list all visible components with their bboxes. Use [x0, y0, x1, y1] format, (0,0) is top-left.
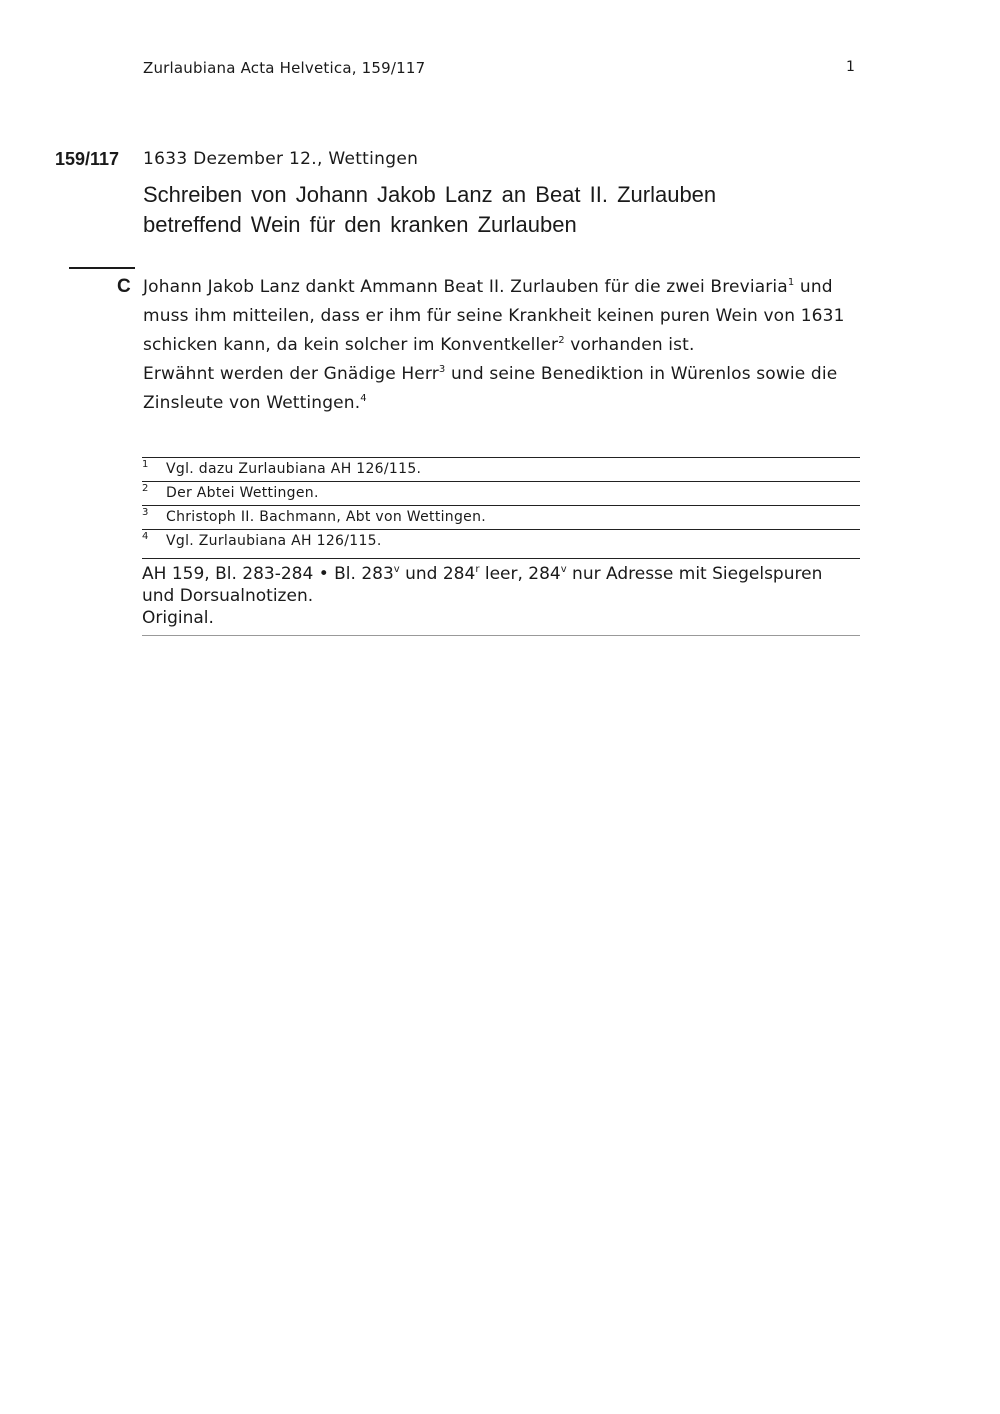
regest-line: muss ihm mitteilen, dass er ihm für seine Krankheit keinen puren Wein von 1631: [143, 306, 845, 326]
running-head: Zurlaubiana Acta Helvetica, 159/117: [143, 59, 426, 77]
document-number: 159/117: [55, 149, 120, 169]
footnote-ref[interactable]: 3: [438, 364, 446, 375]
footnote-mark: 2: [142, 483, 149, 494]
footnote: [142, 457, 860, 481]
document-title-line: Schreiben von Johann Jakob Lanz an Beat II. Zurlauben: [143, 182, 717, 207]
footnote: [142, 529, 860, 559]
regest-label: C: [117, 276, 131, 297]
footnote-text: Christoph II. Bachmann, Abt von Wettingen.: [166, 509, 487, 525]
document-date-place: 1633 Dezember 12., Wettingen: [143, 149, 419, 169]
footnote: [142, 505, 860, 529]
regest-divider: [69, 267, 135, 269]
regest-line: Erwähnt werden der Gnädige Herr$^3$ und seine Benediktion in Würenlos sowie die: [143, 364, 838, 384]
regest-line: Zinsleute von Wettingen.$^4$: [143, 393, 367, 413]
document-title-line: betreffend Wein für den kranken Zurlauben: [143, 212, 577, 237]
source-description: [142, 563, 860, 636]
regest-text: [143, 273, 863, 418]
footnote-ref[interactable]: 1: [787, 277, 795, 288]
page-number: 1: [846, 59, 855, 75]
footnote-text: Vgl. dazu Zurlaubiana AH 126/115.: [166, 461, 422, 477]
footnote-text: Der Abtei Wettingen.: [166, 485, 319, 501]
regest-line: schicken kann, da kein solcher im Konventkeller$^2$ vorhanden ist.: [143, 335, 695, 355]
footnotes: [142, 457, 860, 559]
footnote-mark: 1: [142, 459, 149, 470]
footnote: [142, 481, 860, 505]
source-line: AH 159, Bl. 283-284 • Bl. 283$^v$ und 284$^r$ leer, 284$^v$ nur Adresse mit Siegelspuren: [142, 564, 823, 584]
source-type: Original.: [142, 608, 214, 628]
footnote-ref[interactable]: 4: [360, 393, 367, 404]
footnote-text: Vgl. Zurlaubiana AH 126/115.: [166, 533, 382, 549]
footnote-mark: 3: [142, 507, 149, 518]
regest-line: Johann Jakob Lanz dankt Ammann Beat II. Zurlauben für die zwei Breviaria$^1$ und: [143, 277, 833, 297]
source-line: und Dorsualnotizen.: [142, 586, 314, 606]
footnote-mark: 4: [142, 531, 149, 542]
footnote-ref[interactable]: 2: [558, 335, 565, 346]
document-title: [143, 180, 843, 240]
